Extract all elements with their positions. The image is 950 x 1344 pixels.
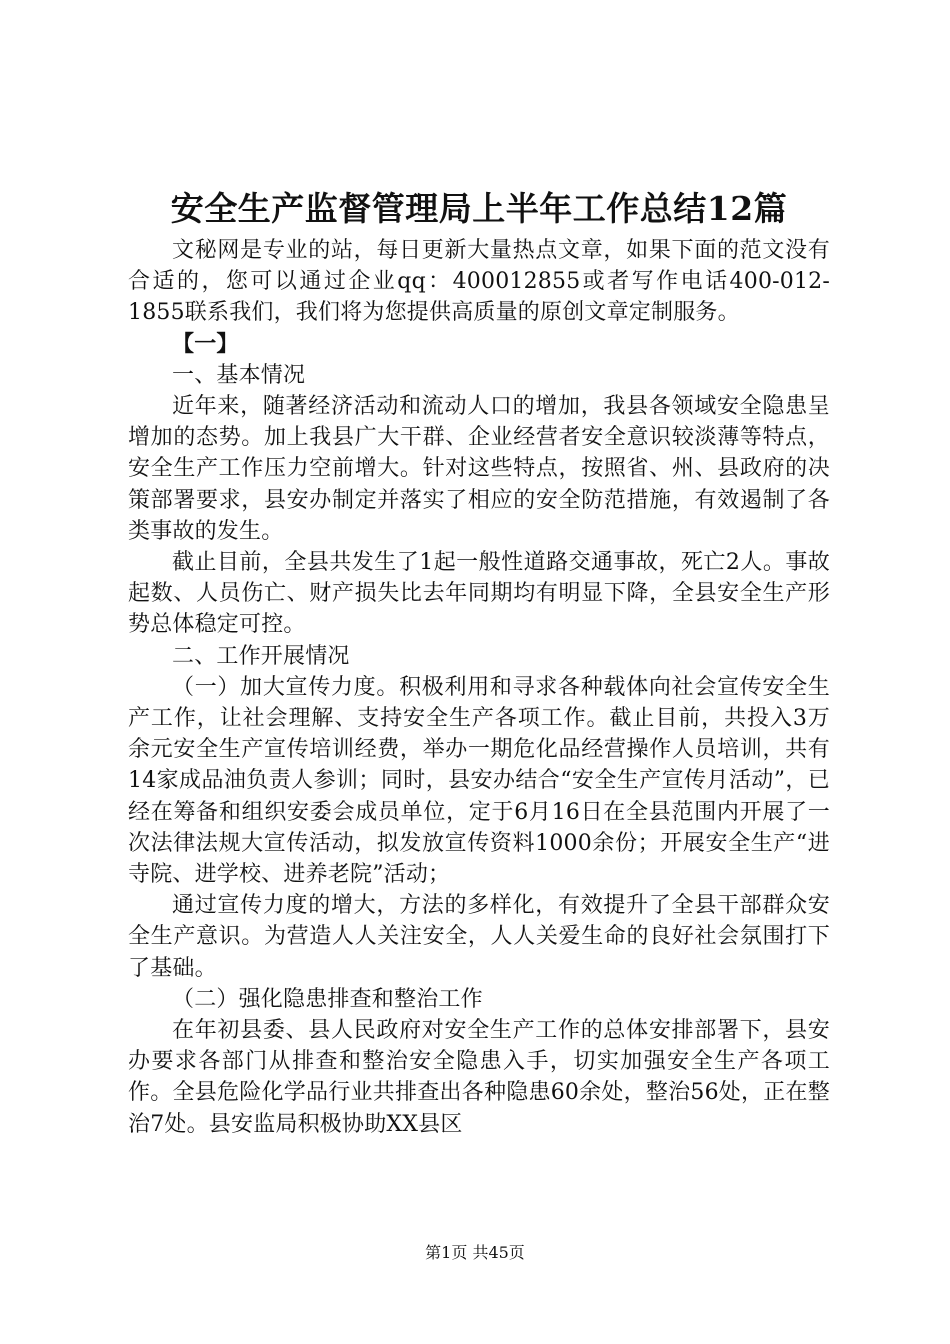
paragraph: 二、工作开展情况 [172,643,350,669]
document-title: 安全生产监督管理局上半年工作总结12篇 [170,189,788,228]
paragraph: （二）强化隐患排查和整治工作 [172,986,483,1012]
paragraph: 通过宣传力度的增大，方法的多样化，有效提升了全县干部群众安全生产意识。为营造人人关注安全，人人关爱生命的良好社会氛围打下了基础。 [128,893,830,981]
paragraph: （一）加大宣传力度。积极利用和寻求各种载体向社会宣传安全生产工作，让社会理解、支持安全生产各项工作。截止目前，共投入3万余元安全生产宣传培训经费，举办一期危化品经营操作人员培训，共有14家成品油负责人参训；同时，县安办结合“安全生产宣传月活动”，已经在筹备和组织安委会成员单位，定于6月16日在全县范围内开展了一次法律法规大宣传活动，拟发放宣传资料1000余份；开展安全生产“进寺院、进学校、进养老院”活动； [128,674,830,888]
paragraph: 在年初县委、县人民政府对安全生产工作的总体安排部署下，县安办要求各部门从排查和整治安全隐患入手，切实加强安全生产各项工作。全县危险化学品行业共排查出各种隐患60余处，整治56处，正在整治7处。县安监局积极协助XX县区 [128,1018,830,1137]
paragraph: 近年来，随著经济活动和流动人口的增加，我县各领域安全隐患呈增加的态势。加上我县广大干群、企业经营者安全意识较淡薄等特点，安全生产工作压力空前增大。针对这些特点，按照省、州、县政府的决策部署要求，县安办制定并落实了相应的安全防范措施，有效遏制了各类事故的发生。 [128,394,830,544]
paragraph: 截止目前，全县共发生了1起一般性道路交通事故，死亡2人。事故起数、人员伤亡、财产损失比去年同期均有明显下降，全县安全生产形势总体稳定可控。 [128,550,830,638]
paragraph: 一、基本情况 [172,362,306,388]
paragraph: 【一】 [172,330,239,357]
paragraph: 文秘网是专业的站，每日更新大量热点文章，如果下面的范文没有合适的，您可以通过企业qq：400012855或者写作电话400-012-1855联系我们，我们将为您提供高质量的原创文章定制服务。 [128,238,830,326]
page-footer: 第1页 共45页 [425,1243,525,1262]
document-body [128,235,830,1140]
